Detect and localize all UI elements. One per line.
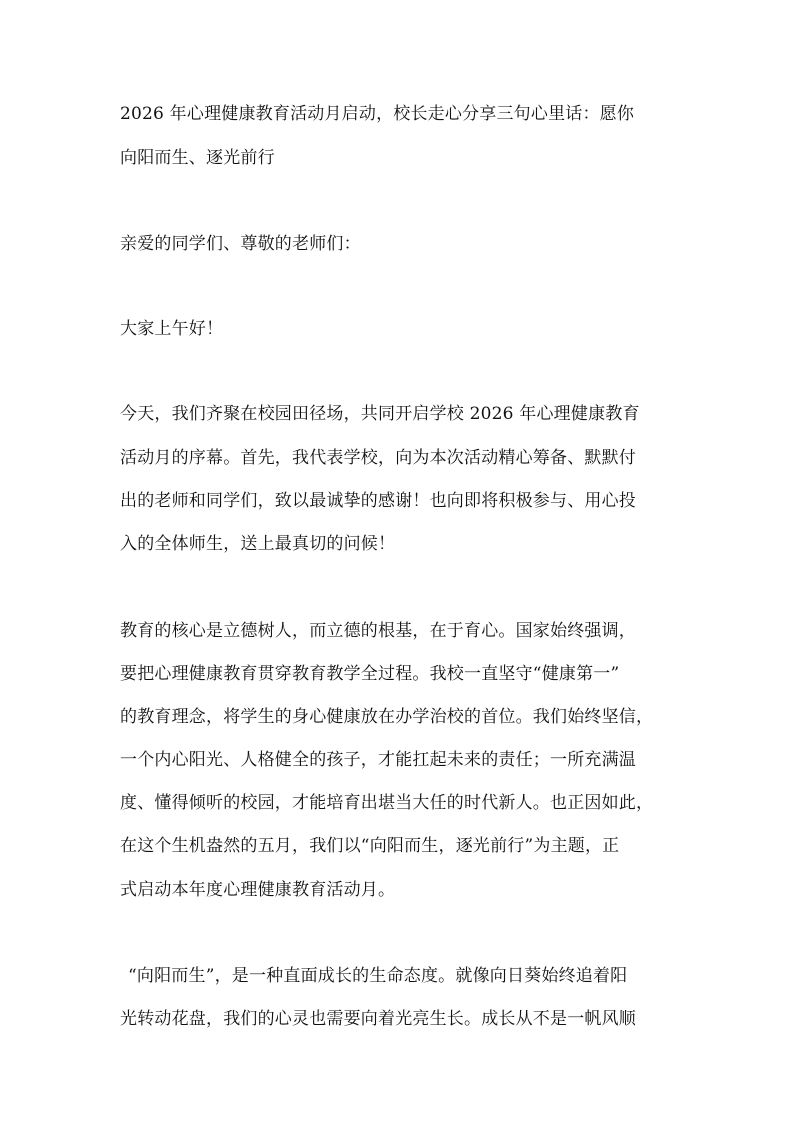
title-line-2: 向阳而生、逐光前行 <box>120 148 275 168</box>
paragraph2-line-4: 一个内心阳光、人格健全的孩子，才能扛起未来的责任；一所充满温 <box>120 750 636 770</box>
title-line-1: 2026 年心理健康教育活动月启动，校长走心分享三句心里话：愿你 <box>120 104 635 124</box>
greeting: 大家上午好！ <box>120 319 224 339</box>
paragraph2-line-6: 在这个生机盎然的五月，我们以“向阳而生，逐光前行”为主题，正 <box>120 836 620 856</box>
salutation: 亲爱的同学们、尊敬的老师们： <box>120 234 361 254</box>
paragraph2-line-5: 度、懂得倾听的校园，才能培育出堪当大任的时代新人。也正因如此， <box>120 793 654 813</box>
paragraph3-line-2: 光转动花盘，我们的心灵也需要向着光亮生长。成长从不是一帆风顺 <box>120 1009 636 1029</box>
paragraph1-line-1: 今天，我们齐聚在校园田径场，共同开启学校 2026 年心理健康教育 <box>120 404 640 424</box>
paragraph2-line-7: 式启动本年度心理健康教育活动月。 <box>120 880 396 900</box>
paragraph3-line-1: “向阳而生”，是一种直面成长的生命态度。就像向日葵始终追着阳 <box>128 966 628 986</box>
paragraph1-line-2: 活动月的序幕。首先，我代表学校，向为本次活动精心筹备、默默付 <box>120 448 636 468</box>
paragraph2-line-3: 的教育理念，将学生的身心健康放在办学治校的首位。我们始终坚信， <box>120 707 654 727</box>
paragraph2-line-1: 教育的核心是立德树人，而立德的根基，在于育心。国家始终强调， <box>120 621 636 641</box>
paragraph1-line-3: 出的老师和同学们，致以最诚挚的感谢！也向即将积极参与、用心投 <box>120 491 636 511</box>
paragraph1-line-4: 入的全体师生，送上最真切的问候！ <box>120 534 396 554</box>
paragraph2-line-2: 要把心理健康教育贯穿教育教学全过程。我校一直坚守“健康第一” <box>120 664 620 684</box>
